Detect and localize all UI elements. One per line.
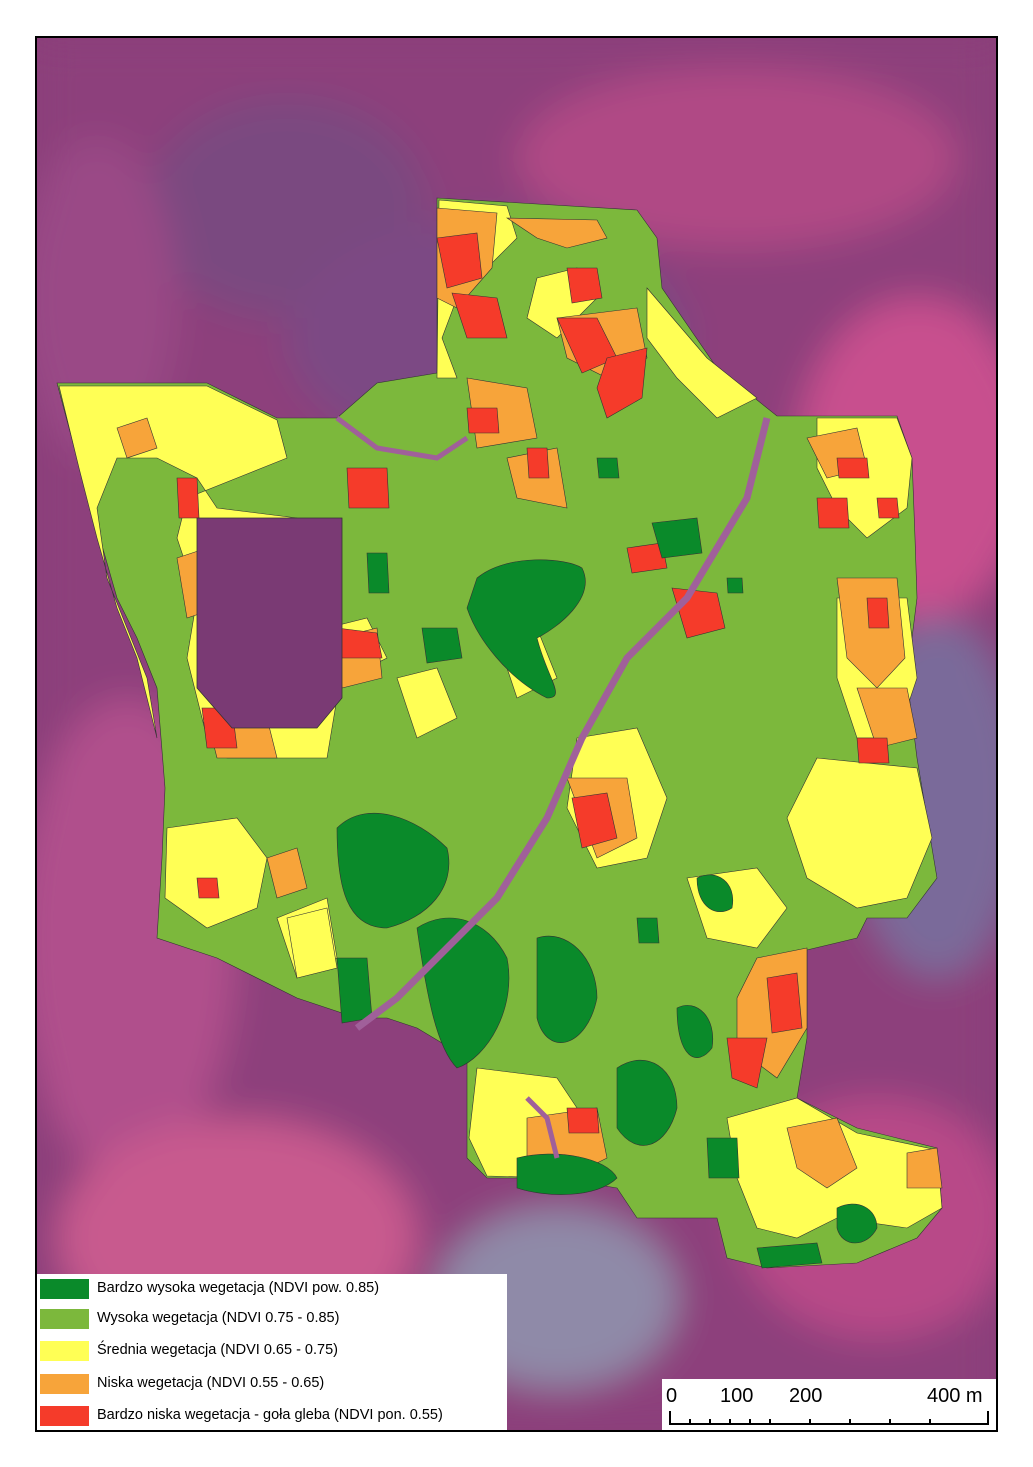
legend-swatch	[40, 1341, 89, 1361]
scale-label-100: 100	[720, 1385, 754, 1407]
legend-swatch	[40, 1406, 89, 1426]
cutout-area	[197, 518, 342, 728]
legend-label: Średnia wegetacja (NDVI 0.65 - 0.75)	[97, 1342, 338, 1358]
map-frame	[35, 36, 998, 1432]
legend-label: Bardzo niska wegetacja - goła gleba (NDVI pon. 0.55)	[97, 1407, 443, 1423]
legend-label: Wysoka wegetacja (NDVI 0.75 - 0.85)	[97, 1310, 340, 1326]
legend-item-very-high	[40, 1277, 505, 1301]
legend-item-medium	[40, 1339, 505, 1363]
legend-item-low	[40, 1372, 505, 1396]
scale-ticks	[670, 1411, 988, 1425]
scale-label-200: 200	[789, 1385, 823, 1407]
legend-label: Bardzo wysoka wegetacja (NDVI pow. 0.85)	[97, 1280, 380, 1296]
legend-swatch	[40, 1374, 89, 1394]
ndvi-map[interactable]	[37, 38, 996, 1430]
legend-swatch	[40, 1309, 89, 1329]
legend-item-very-low	[40, 1404, 505, 1428]
scale-bar	[662, 1379, 996, 1430]
legend	[37, 1274, 507, 1430]
legend-label: Niska wegetacja (NDVI 0.55 - 0.65)	[97, 1375, 325, 1391]
scale-label-0: 0	[666, 1385, 678, 1407]
legend-item-high	[40, 1307, 505, 1331]
scale-label-400: 400 m	[927, 1385, 983, 1407]
legend-swatch	[40, 1279, 89, 1299]
